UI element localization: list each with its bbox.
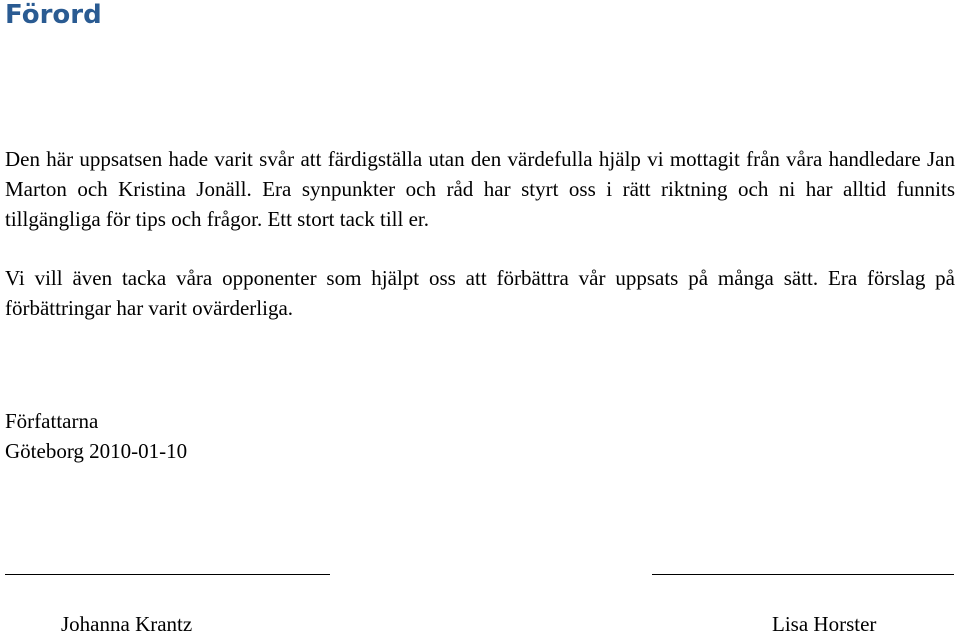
place-date: Göteborg 2010-01-10 bbox=[5, 439, 188, 463]
page-title: Förord bbox=[5, 0, 102, 30]
signature-line-left bbox=[5, 574, 330, 575]
paragraph-thanks-supervisors: Den här uppsatsen hade varit svår att färdigställa utan den värdefulla hjälp vi mottagit från våra handledare Jan Marton och Kristina Jonäll. Era synpunkter och råd har styrt oss i rätt riktning och ni har alltid funnits tillgängliga för tips och frågor. Ett stort tack till er. bbox=[5, 147, 955, 231]
paragraph-thanks-opponents: Vi vill även tacka våra opponenter som hjälpt oss att förbättra vår uppsats på många sätt. Era förslag på förbättringar har varit ovärderliga. bbox=[5, 266, 955, 320]
authors-label: Författarna bbox=[5, 409, 99, 433]
closing-block bbox=[5, 406, 187, 466]
signature-name-left: Johanna Krantz bbox=[61, 612, 193, 636]
signature-line-right bbox=[652, 574, 954, 575]
signature-name-right: Lisa Horster bbox=[772, 612, 877, 636]
